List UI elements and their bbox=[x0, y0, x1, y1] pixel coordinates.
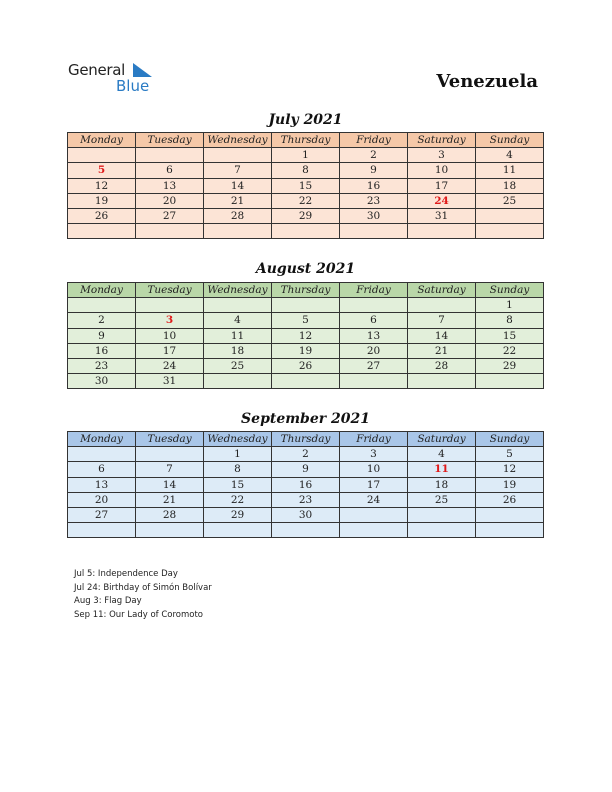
day-cell: 3 bbox=[340, 447, 408, 462]
day-cell: 18 bbox=[476, 178, 544, 193]
day-cell: 10 bbox=[340, 462, 408, 477]
calendar-august bbox=[67, 282, 544, 389]
weekday-header: Tuesday bbox=[136, 283, 204, 298]
day-cell: 30 bbox=[68, 374, 136, 389]
day-cell bbox=[272, 224, 340, 239]
week-row bbox=[68, 298, 544, 313]
weekday-header: Friday bbox=[340, 432, 408, 447]
week-row bbox=[68, 447, 544, 462]
day-cell: 20 bbox=[340, 343, 408, 358]
day-cell: 24 bbox=[340, 492, 408, 507]
day-cell: 20 bbox=[68, 492, 136, 507]
day-cell: 29 bbox=[476, 358, 544, 373]
day-cell: 1 bbox=[272, 148, 340, 163]
day-cell: 31 bbox=[408, 208, 476, 223]
day-cell: 6 bbox=[136, 163, 204, 178]
day-cell: 12 bbox=[272, 328, 340, 343]
day-cell: 10 bbox=[136, 328, 204, 343]
day-cell: 22 bbox=[476, 343, 544, 358]
day-cell bbox=[340, 523, 408, 538]
weekday-header: Wednesday bbox=[204, 133, 272, 148]
week-row bbox=[68, 163, 544, 178]
day-cell: 16 bbox=[340, 178, 408, 193]
day-cell: 28 bbox=[136, 507, 204, 522]
day-cell: 15 bbox=[272, 178, 340, 193]
day-cell-holiday: 5 bbox=[68, 163, 136, 178]
day-cell: 7 bbox=[136, 462, 204, 477]
weekday-header: Thursday bbox=[272, 432, 340, 447]
day-cell: 27 bbox=[136, 208, 204, 223]
day-cell: 17 bbox=[340, 477, 408, 492]
day-cell: 2 bbox=[272, 447, 340, 462]
weekday-header: Saturday bbox=[408, 283, 476, 298]
weekday-header-row bbox=[68, 283, 544, 298]
day-cell bbox=[136, 224, 204, 239]
day-cell: 23 bbox=[272, 492, 340, 507]
holiday-notes bbox=[74, 568, 212, 622]
day-cell: 26 bbox=[68, 208, 136, 223]
day-cell: 20 bbox=[136, 193, 204, 208]
day-cell: 14 bbox=[204, 178, 272, 193]
day-cell: 12 bbox=[68, 178, 136, 193]
day-cell bbox=[204, 374, 272, 389]
day-cell bbox=[68, 523, 136, 538]
day-cell: 9 bbox=[340, 163, 408, 178]
week-row bbox=[68, 148, 544, 163]
weekday-header: Wednesday bbox=[204, 432, 272, 447]
day-cell: 12 bbox=[476, 462, 544, 477]
day-cell: 9 bbox=[68, 328, 136, 343]
day-cell bbox=[476, 374, 544, 389]
day-cell: 21 bbox=[204, 193, 272, 208]
day-cell bbox=[204, 523, 272, 538]
day-cell bbox=[136, 298, 204, 313]
day-cell: 8 bbox=[204, 462, 272, 477]
day-cell: 19 bbox=[476, 477, 544, 492]
day-cell: 13 bbox=[340, 328, 408, 343]
week-row bbox=[68, 492, 544, 507]
day-cell bbox=[340, 224, 408, 239]
day-cell: 4 bbox=[476, 148, 544, 163]
weekday-header: Wednesday bbox=[204, 283, 272, 298]
day-cell bbox=[204, 224, 272, 239]
holiday-note: Aug 3: Flag Day bbox=[74, 596, 142, 606]
day-cell: 6 bbox=[340, 313, 408, 328]
month-title-september: September 2021 bbox=[241, 411, 370, 427]
country-title: Venezuela bbox=[436, 71, 538, 92]
day-cell-holiday: 3 bbox=[136, 313, 204, 328]
day-cell: 25 bbox=[476, 193, 544, 208]
day-cell bbox=[68, 148, 136, 163]
day-cell bbox=[136, 447, 204, 462]
day-cell-holiday: 11 bbox=[408, 462, 476, 477]
weekday-header: Tuesday bbox=[136, 432, 204, 447]
day-cell: 5 bbox=[476, 447, 544, 462]
weekday-header: Monday bbox=[68, 283, 136, 298]
day-cell: 24 bbox=[136, 358, 204, 373]
holiday-note: Jul 24: Birthday of Simón Bolívar bbox=[74, 582, 212, 593]
day-cell: 1 bbox=[476, 298, 544, 313]
week-row bbox=[68, 374, 544, 389]
day-cell: 17 bbox=[136, 343, 204, 358]
day-cell bbox=[136, 523, 204, 538]
week-row bbox=[68, 224, 544, 239]
day-cell: 18 bbox=[408, 477, 476, 492]
day-cell: 14 bbox=[136, 477, 204, 492]
week-row bbox=[68, 507, 544, 522]
logo-triangle-icon bbox=[133, 63, 152, 77]
day-cell: 5 bbox=[272, 313, 340, 328]
day-cell: 6 bbox=[68, 462, 136, 477]
day-cell bbox=[408, 523, 476, 538]
day-cell bbox=[408, 507, 476, 522]
weekday-header: Sunday bbox=[476, 133, 544, 148]
logo-word-blue: Blue bbox=[116, 77, 150, 95]
day-cell: 16 bbox=[272, 477, 340, 492]
day-cell: 19 bbox=[68, 193, 136, 208]
week-row bbox=[68, 343, 544, 358]
day-cell: 13 bbox=[68, 477, 136, 492]
day-cell bbox=[476, 507, 544, 522]
day-cell: 15 bbox=[476, 328, 544, 343]
day-cell bbox=[272, 523, 340, 538]
day-cell: 1 bbox=[204, 447, 272, 462]
day-cell bbox=[408, 298, 476, 313]
day-cell: 23 bbox=[340, 193, 408, 208]
day-cell: 4 bbox=[204, 313, 272, 328]
day-cell bbox=[272, 374, 340, 389]
day-cell: 8 bbox=[476, 313, 544, 328]
calendar-september bbox=[67, 431, 544, 538]
day-cell bbox=[68, 447, 136, 462]
day-cell: 26 bbox=[272, 358, 340, 373]
day-cell: 27 bbox=[340, 358, 408, 373]
day-cell bbox=[408, 374, 476, 389]
weekday-header: Tuesday bbox=[136, 133, 204, 148]
day-cell bbox=[476, 208, 544, 223]
weekday-header: Sunday bbox=[476, 432, 544, 447]
weekday-header: Sunday bbox=[476, 283, 544, 298]
day-cell: 27 bbox=[68, 507, 136, 522]
day-cell: 16 bbox=[68, 343, 136, 358]
week-row bbox=[68, 462, 544, 477]
day-cell bbox=[340, 374, 408, 389]
day-cell: 25 bbox=[408, 492, 476, 507]
day-cell: 19 bbox=[272, 343, 340, 358]
day-cell: 26 bbox=[476, 492, 544, 507]
day-cell: 2 bbox=[68, 313, 136, 328]
holiday-note: Jul 5: Independence Day bbox=[74, 569, 178, 579]
week-row bbox=[68, 208, 544, 223]
day-cell bbox=[68, 298, 136, 313]
weekday-header: Saturday bbox=[408, 133, 476, 148]
weekday-header: Thursday bbox=[272, 283, 340, 298]
day-cell: 9 bbox=[272, 462, 340, 477]
day-cell: 25 bbox=[204, 358, 272, 373]
day-cell: 22 bbox=[204, 492, 272, 507]
day-cell: 21 bbox=[408, 343, 476, 358]
day-cell: 7 bbox=[408, 313, 476, 328]
day-cell: 15 bbox=[204, 477, 272, 492]
day-cell bbox=[136, 148, 204, 163]
day-cell: 3 bbox=[408, 148, 476, 163]
day-cell bbox=[204, 298, 272, 313]
day-cell bbox=[340, 507, 408, 522]
day-cell bbox=[408, 224, 476, 239]
day-cell bbox=[68, 224, 136, 239]
day-cell: 17 bbox=[408, 178, 476, 193]
weekday-header: Friday bbox=[340, 283, 408, 298]
day-cell: 2 bbox=[340, 148, 408, 163]
day-cell: 13 bbox=[136, 178, 204, 193]
day-cell bbox=[340, 298, 408, 313]
weekday-header: Monday bbox=[68, 432, 136, 447]
month-title-august: August 2021 bbox=[255, 261, 356, 277]
logo bbox=[68, 60, 168, 96]
day-cell: 11 bbox=[476, 163, 544, 178]
weekday-header-row bbox=[68, 432, 544, 447]
day-cell: 11 bbox=[204, 328, 272, 343]
day-cell: 4 bbox=[408, 447, 476, 462]
day-cell: 29 bbox=[204, 507, 272, 522]
month-title-july: July 2021 bbox=[268, 112, 343, 128]
day-cell: 22 bbox=[272, 193, 340, 208]
weekday-header: Friday bbox=[340, 133, 408, 148]
week-row bbox=[68, 477, 544, 492]
week-row bbox=[68, 328, 544, 343]
day-cell: 14 bbox=[408, 328, 476, 343]
day-cell: 10 bbox=[408, 163, 476, 178]
weekday-header: Saturday bbox=[408, 432, 476, 447]
day-cell: 23 bbox=[68, 358, 136, 373]
day-cell bbox=[272, 298, 340, 313]
day-cell: 28 bbox=[204, 208, 272, 223]
week-row bbox=[68, 193, 544, 208]
calendar-july bbox=[67, 132, 544, 239]
week-row bbox=[68, 313, 544, 328]
week-row bbox=[68, 178, 544, 193]
weekday-header: Thursday bbox=[272, 133, 340, 148]
day-cell: 30 bbox=[340, 208, 408, 223]
day-cell: 7 bbox=[204, 163, 272, 178]
day-cell: 31 bbox=[136, 374, 204, 389]
day-cell: 30 bbox=[272, 507, 340, 522]
logo-word-general: General bbox=[68, 61, 126, 79]
day-cell: 18 bbox=[204, 343, 272, 358]
weekday-header-row bbox=[68, 133, 544, 148]
week-row bbox=[68, 358, 544, 373]
day-cell bbox=[476, 523, 544, 538]
holiday-note: Sep 11: Our Lady of Coromoto bbox=[74, 609, 204, 620]
day-cell-holiday: 24 bbox=[408, 193, 476, 208]
day-cell: 21 bbox=[136, 492, 204, 507]
day-cell bbox=[476, 224, 544, 239]
day-cell: 29 bbox=[272, 208, 340, 223]
day-cell: 28 bbox=[408, 358, 476, 373]
day-cell: 8 bbox=[272, 163, 340, 178]
day-cell bbox=[204, 148, 272, 163]
weekday-header: Monday bbox=[68, 133, 136, 148]
week-row bbox=[68, 523, 544, 538]
